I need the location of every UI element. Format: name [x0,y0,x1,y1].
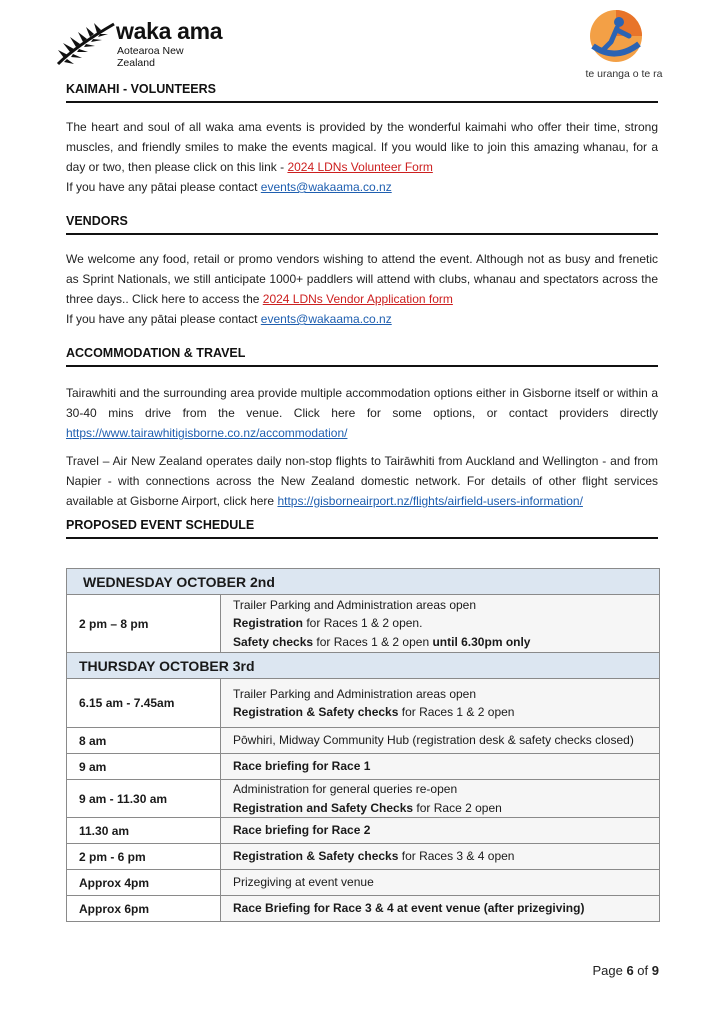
description-bold: Registration & Safety checks [233,705,399,719]
description-cell: Pōwhiri, Midway Community Hub (registration desk & safety checks closed) [221,728,660,754]
accommodation-heading: ACCOMMODATION & TRAVEL [66,346,658,367]
travel-paragraph [66,451,658,511]
logo-subtitle: Aotearoa New Zealand [117,45,184,69]
vendors-paragraph [66,249,658,329]
accommodation-link[interactable]: https://www.tairawhitigisborne.co.nz/accommodation/ [66,426,348,440]
table-row [67,844,660,870]
description-bold: Registration and Safety Checks [233,800,414,815]
description-cell: Race Briefing for Race 3 & 4 at event venue (after prizegiving) [221,896,660,922]
accommodation-section [66,346,658,511]
logo-title: waka ama [116,18,223,44]
table-row [67,728,660,754]
volunteers-section [66,82,658,197]
description-cell [221,780,660,818]
page-number [592,963,659,978]
vendor-form-link[interactable]: 2024 LDNs Vendor Application form [262,292,453,306]
description-cell: Race briefing for Race 1 [221,754,660,780]
time-cell: 8 am [67,728,221,754]
description-line: for Races 1 & 2 open [313,634,433,649]
description-line: Administration for general queries re-open [233,782,458,796]
volunteers-contact-text: If you have any pātai please contact [66,180,261,194]
description-cell: Race briefing for Race 2 [221,818,660,844]
description-cell [221,595,660,653]
paddler-circle-icon [589,8,643,64]
table-row [67,870,660,896]
description-cell [221,844,660,870]
airport-link[interactable]: https://gisborneairport.nz/flights/airfield-users-information/ [277,494,583,508]
description-cell [221,679,660,728]
time-cell: 6.15 am - 7.45am [67,679,221,728]
time-cell: 9 am [67,754,221,780]
page-of-label: of [633,963,652,978]
description-cell: Prizegiving at event venue [221,870,660,896]
time-cell: Approx 4pm [67,870,221,896]
day-header-row [67,653,660,679]
table-row [67,754,660,780]
description-line: for Races 3 & 4 open [398,849,515,864]
volunteers-heading: KAIMAHI - VOLUNTEERS [66,82,658,103]
accommodation-text: Tairawhiti and the surrounding area provide multiple accommodation options either in Gisborne itself or within a 30-40 mins drive from the venue. Click here for some options, or contact providers directly [66,386,658,420]
page-label: Page [592,963,627,978]
time-cell: Approx 6pm [67,896,221,922]
schedule-section [66,518,658,539]
day-header-row [67,569,660,595]
page-current: 6 [626,963,634,978]
volunteers-paragraph [66,117,658,197]
day-header-wednesday: WEDNESDAY OCTOBER 2nd [67,569,660,595]
description-bold: Registration & Safety checks [233,849,399,864]
description-line: Trailer Parking and Administration areas open [233,597,477,612]
description-line: Trailer Parking and Administration areas open [233,686,477,701]
table-row [67,818,660,844]
description-line: for Race 2 open [413,800,502,815]
description-line: for Races 1 & 2 open. [303,616,423,631]
fern-icon [54,18,118,68]
description-line: for Races 1 & 2 open [398,705,515,719]
page-total: 9 [651,963,659,978]
vendors-contact-text: If you have any pātai please contact [66,312,261,326]
travel-text: Travel – Air New Zealand operates daily non-stop flights to Tairāwhiti from Auckland and Wellington - and from Napier - with connections across the New Zealand domestic network. For details of other flight services available at Gisborne Airport, click here [66,454,658,508]
description-bold: until 6.30pm only [432,634,531,649]
volunteers-text: The heart and soul of all waka ama events is provided by the wonderful kaimahi who offer their time, strong muscles, and friendly smiles to make the events magical. If you would like to join this amazing whanau, for a day or two, then please click on this link - [66,120,658,174]
time-cell: 11.30 am [67,818,221,844]
vendors-email-link[interactable]: events@wakaama.co.nz [260,312,392,326]
time-cell: 9 am - 11.30 am [67,780,221,818]
logo-tagline: te uranga o te ra [585,68,663,80]
table-row [67,595,660,653]
accommodation-paragraph [66,383,658,443]
te-uranga-logo [568,8,688,82]
schedule-table [66,568,660,922]
vendors-section [66,214,658,329]
waka-ama-logo [54,18,224,68]
description-bold: Safety checks [233,634,314,649]
time-cell: 2 pm - 6 pm [67,844,221,870]
time-cell: 2 pm – 8 pm [67,595,221,653]
volunteers-email-link[interactable]: events@wakaama.co.nz [260,180,392,194]
table-row [67,780,660,818]
day-header-thursday: THURSDAY OCTOBER 3rd [67,653,660,679]
vendors-text: We welcome any food, retail or promo vendors wishing to attend the event. Although not as busy and frenetic as Sprint Nationals, we still anticipate 1000+ paddlers will attend with clubs, whanau and spectators across the three days.. Click here to access the [66,252,658,306]
volunteer-form-link[interactable]: 2024 LDNs Volunteer Form [287,160,433,174]
vendors-heading: VENDORS [66,214,658,235]
description-bold: Registration [233,616,304,631]
table-row [67,679,660,728]
table-row [67,896,660,922]
schedule-heading: PROPOSED EVENT SCHEDULE [66,518,658,539]
